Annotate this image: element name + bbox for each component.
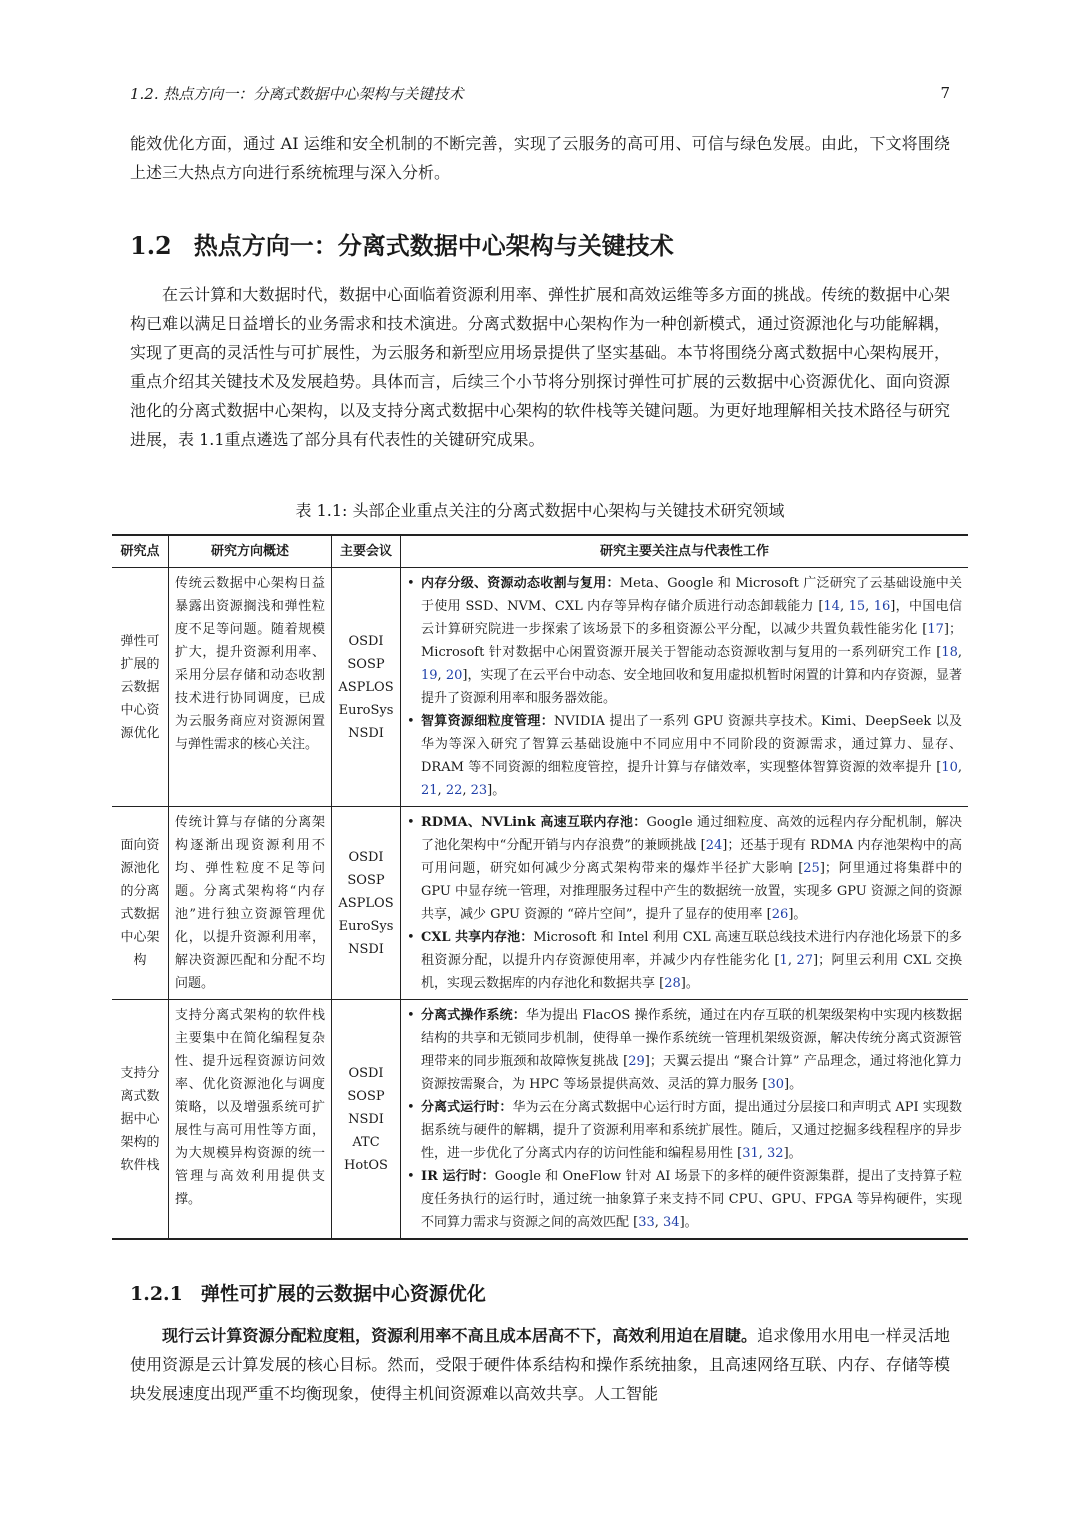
venues-cell (332, 1000, 401, 1240)
focus-list (407, 572, 962, 802)
subsection-paragraph (130, 1321, 950, 1408)
subsection-lead: 现行云计算资源分配粒度粗，资源利用率不高且成本居高不下，高效利用迫在眉睫。 (162, 1326, 758, 1345)
citation-link[interactable]: 10 (941, 760, 958, 775)
venue-label: EuroSys (338, 918, 394, 934)
table-header-row (112, 535, 968, 568)
subsection-number: 1.2.1 (130, 1283, 183, 1305)
table-caption: 表 1.1: 头部企业重点关注的分离式数据中心架构与关键技术研究领域 (295, 501, 785, 520)
focus-item-text: ]。 (784, 1077, 803, 1092)
focus-item (407, 1165, 962, 1234)
citation-link[interactable]: 22 (445, 783, 463, 798)
running-header (130, 80, 950, 106)
bullet-icon: • (407, 1008, 415, 1023)
focus-item-text: ]；阿里云利用 CXL 交换机，实现云数据库的内存池化和数据共享 [ (421, 953, 962, 991)
focus-item-text: , (787, 953, 797, 968)
citation-link[interactable]: 26 (771, 907, 789, 922)
citation-link[interactable]: 19 (421, 668, 438, 683)
research-table (112, 534, 968, 1240)
venue-label: SOSP (347, 656, 385, 672)
focus-cell (401, 568, 969, 807)
subsection-text: 追求像用水用电一样灵活地使用资源是云计算发展的核心目标。然而，受限于硬件体系结构和操作系统抽象，且高速网络互联、内存、存储等模块发展速度出现严重不均衡现象，使得主机间资源难以高效共享。人工智能 (130, 1326, 950, 1403)
focus-item-text: Meta、Google 和 Microsoft 广泛研究了云基础设施中关于使用 SSD、NVM、CXL 内存等异构存储介质进行动态卸载能力 [ (421, 576, 962, 614)
venue-label: NSDI (348, 941, 384, 957)
citation-link[interactable]: 29 (628, 1054, 645, 1069)
venues-cell (332, 807, 401, 1000)
intro-paragraph: 能效优化方面，通过 AI 运维和安全机制的不断完善，实现了云服务的高可用、可信与绿色发展。由此，下文将围绕上述三大热点方向进行系统梳理与深入分析。 (130, 134, 950, 182)
focus-item-label: 分离式运行时： (421, 1100, 513, 1115)
table-row (112, 568, 968, 807)
page-number: 7 (940, 84, 950, 102)
overview-cell: 支持分离式架构的软件栈主要集中在简化编程复杂性、提升远程资源访问效率、优化资源池化与调度策略，以及增强系统可扩展性与高可用性等方面，为大规模异构资源的统一管理与高效利用提供支撑。 (169, 1000, 332, 1240)
focus-item (407, 1004, 962, 1096)
focus-cell (401, 1000, 969, 1240)
focus-item-text: Google 和 OneFlow 针对 AI 场景下的多样的硬件资源集群，提出了支持算子粒度任务执行的运行时，通过统一抽象算子来支持不同 CPU、GPU、FPGA 等异构硬件，实现不同算力需求与资源之间的高效匹配 [ (421, 1169, 962, 1230)
venue-label: OSDI (348, 633, 384, 649)
focus-cell (401, 807, 969, 1000)
focus-item-text: , (654, 1215, 664, 1230)
focus-item-label: IR 运行时： (421, 1169, 495, 1184)
citation-link[interactable]: 23 (470, 783, 488, 798)
focus-item-label: 分离式操作系统： (421, 1008, 526, 1023)
venue-label: ATC (352, 1134, 380, 1150)
focus-item-text: ]。 (783, 1146, 802, 1161)
citation-link[interactable]: 21 (421, 783, 438, 798)
overview-cell: 传统云数据中心架构日益暴露出资源搁浅和弹性粒度不足等问题。随着规模扩大，提升资源利用率、采用分层存储和动态收割技术进行协同调度，已成为云服务商应对资源闲置与弹性需求的核心关注。 (169, 568, 332, 807)
subsection-heading (130, 1279, 486, 1306)
focus-item-text: ]；天翼云提出 “聚合计算” 产品理念，通过将池化算力资源按需聚合，为 HPC 等场景提供高效、灵活的算力服务 [ (421, 1054, 962, 1092)
citation-link[interactable]: 27 (796, 953, 814, 968)
citation-link[interactable]: 28 (664, 976, 681, 991)
focus-item-text: , (957, 760, 962, 775)
table-body (112, 568, 968, 1240)
focus-item (407, 926, 962, 995)
focus-list (407, 811, 962, 995)
citation-link[interactable]: 31 (742, 1146, 759, 1161)
focus-item-text: NVIDIA 提出了一系列 GPU 资源共享技术。Kimi、DeepSeek 以及华为等深入研究了智算云基础设施中不同应用中不同阶段的资源需求，通过算力、显存、DRAM 等不同资源的细粒度管控，提升计算与存储效率，实现整体智算资源的效率提升 [ (421, 714, 962, 775)
section-number: 1.2 (130, 231, 172, 260)
overview-cell: 传统计算与存储的分离架构逐渐出现资源利用不均、弹性粒度不足等问题。分离式架构将“内存池”进行独立资源管理优化，以提升资源利用率，解决资源匹配和分配不均问题。 (169, 807, 332, 1000)
citation-link[interactable]: 17 (927, 622, 944, 637)
subsection-title: 弹性可扩展的云数据中心资源优化 (200, 1283, 486, 1305)
venue-label: OSDI (348, 1065, 384, 1081)
venue-label: ASPLOS (338, 679, 394, 695)
focus-item-text: , (865, 599, 874, 614)
focus-item-text: 华为云在分离式数据中心运行时方面，提出通过分层接口和声明式 API 实现数据系统与硬件的解耦，提升了资源利用率和系统扩展性。随后，又通过挖掘多线程程序的异步性，进一步优化了分离式内存的访问性能和编程易用性 [ (421, 1100, 962, 1161)
focus-item-text: ]。 (788, 907, 807, 922)
focus-item (407, 1096, 962, 1165)
focus-item-text: ]，中国电信云计算研究院进一步探索了该场景下的多租资源公平分配，以减少共置负载性能劣化 [ (421, 599, 963, 637)
venue-label: ASPLOS (338, 895, 394, 911)
section-paragraph: 在云计算和大数据时代，数据中心面临着资源利用率、弹性扩展和高效运维等多方面的挑战。传统的数据中心架构已难以满足日益增长的业务需求和技术演进。分离式数据中心架构作为一种创新模式，通过资源池化与功能解耦，实现了更高的灵活性与可扩展性，为云服务和新型应用场景提供了坚实基础。本节将围绕分离式数据中心架构展开，重点介绍其关键技术及发展趋势。具体而言，后续三个小节将分别探讨弹性可扩展的云数据中心资源优化、面向资源池化的分离式数据中心架构，以及支持分离式数据中心架构的软件栈等关键问题。为更好地理解相关技术路径与研究进展，表 1.1重点遴选了部分具有代表性的关键研究成果。 (130, 285, 950, 449)
venues-cell (332, 568, 401, 807)
citation-link[interactable]: 34 (663, 1215, 680, 1230)
focus-item-text: ]。 (680, 976, 699, 991)
citation-link[interactable]: 32 (767, 1146, 784, 1161)
venue-label: HotOS (344, 1157, 388, 1173)
focus-item-text: ]；Microsoft 针对数据中心闲置资源开展关于智能动态资源收割与复用的一系列研究工作 [ (421, 622, 962, 660)
focus-item-text: ]，实现了在云平台中动态、安全地回收和复用虚拟机暂时闲置的计算和内存资源，显著提升了资源利用率和服务器效能。 (421, 668, 962, 706)
focus-item-text: ]；阿里通过将集群中的 GPU 中显存统一管理，对推理服务过程中产生的数据统一放置，实现多 GPU 资源之间的资源共享，减少 GPU 资源的 “碎片空间”，提升了显存的使用率 [ (421, 861, 962, 922)
bullet-icon: • (407, 576, 415, 591)
focus-item (407, 572, 962, 710)
focus-item-label: CXL 共享内存池： (421, 930, 534, 945)
focus-item-text: ]；还基于现有 RDMA 内存池架构中的高可用问题，研究如何减少分离式架构带来的爆炸半径扩大影响 [ (421, 838, 963, 876)
research-point-cell: 支持分离式数据中心架构的软件栈 (112, 1000, 169, 1240)
research-point-cell: 弹性可扩展的云数据中心资源优化 (112, 568, 169, 807)
venue-label: NSDI (348, 725, 384, 741)
focus-item-label: 内存分级、资源动态收割与复用： (421, 576, 620, 591)
citation-link[interactable]: 24 (705, 838, 723, 853)
focus-item-text: 华为提出 FlacOS 操作系统，通过在内存互联的机架级架构中实现内核数据结构的共享和无锁同步机制，使得单一操作系统统一管理机架级资源，解决传统分离式资源管理带来的同步瓶颈和故障恢复挑战 [ (421, 1008, 962, 1069)
focus-item-text: , (758, 1146, 768, 1161)
bullet-icon: • (407, 930, 415, 945)
citation-link[interactable]: 30 (767, 1077, 785, 1092)
focus-item-text: , (957, 645, 962, 660)
header-cell: 研究点 (112, 535, 169, 568)
focus-item-text: , (437, 783, 446, 798)
focus-list (407, 1004, 962, 1234)
venue-label: SOSP (347, 1088, 385, 1104)
focus-item-text: , (462, 783, 471, 798)
focus-item-text: , (839, 599, 849, 614)
citation-link[interactable]: 18 (941, 645, 958, 660)
citation-link[interactable]: 33 (638, 1215, 655, 1230)
venue-label: OSDI (348, 849, 384, 865)
focus-item-text: ]。 (487, 783, 506, 798)
running-title: 1.2. 热点方向一：分离式数据中心架构与关键技术 (130, 84, 464, 103)
venue-label: SOSP (347, 872, 385, 888)
citation-link[interactable]: 20 (445, 668, 463, 683)
header-cell: 研究方向概述 (169, 535, 332, 568)
focus-item-text: Google 通过细粒度、高效的远程内存分配机制，解决了池化架构中“分配开销与内存浪费”的兼顾挑战 [ (421, 815, 962, 853)
bullet-icon: • (407, 714, 415, 729)
table-row (112, 807, 968, 1000)
citation-link[interactable]: 1 (779, 953, 788, 968)
header-cell: 研究主要关注点与代表性工作 (401, 535, 969, 568)
bullet-icon: • (407, 1169, 415, 1184)
table-row (112, 1000, 968, 1240)
venue-label: EuroSys (338, 702, 394, 718)
citation-link[interactable]: 16 (873, 599, 891, 614)
section-heading (130, 226, 674, 261)
venue-label: NSDI (348, 1111, 384, 1127)
citation-link[interactable]: 14 (823, 599, 840, 614)
focus-item-text: , (437, 668, 446, 683)
citation-link[interactable]: 15 (848, 599, 866, 614)
bullet-icon: • (407, 815, 415, 830)
bullet-icon: • (407, 1100, 415, 1115)
section-title: 热点方向一：分离式数据中心架构与关键技术 (193, 231, 674, 260)
focus-item (407, 811, 962, 926)
focus-item-text: ]。 (679, 1215, 698, 1230)
header-cell: 主要会议 (332, 535, 401, 568)
research-point-cell: 面向资源池化的分离式数据中心架构 (112, 807, 169, 1000)
focus-item (407, 710, 962, 802)
focus-item-label: RDMA、NVLink 高速互联内存池： (421, 815, 647, 830)
focus-item-label: 智算资源细粒度管理： (421, 714, 555, 729)
focus-item-text: Microsoft 和 Intel 利用 CXL 高速互联总线技术进行内存池化场景下的多租资源分配，以提升内存资源使用率，并减少内存性能劣化 [ (421, 930, 962, 968)
citation-link[interactable]: 25 (803, 861, 820, 876)
